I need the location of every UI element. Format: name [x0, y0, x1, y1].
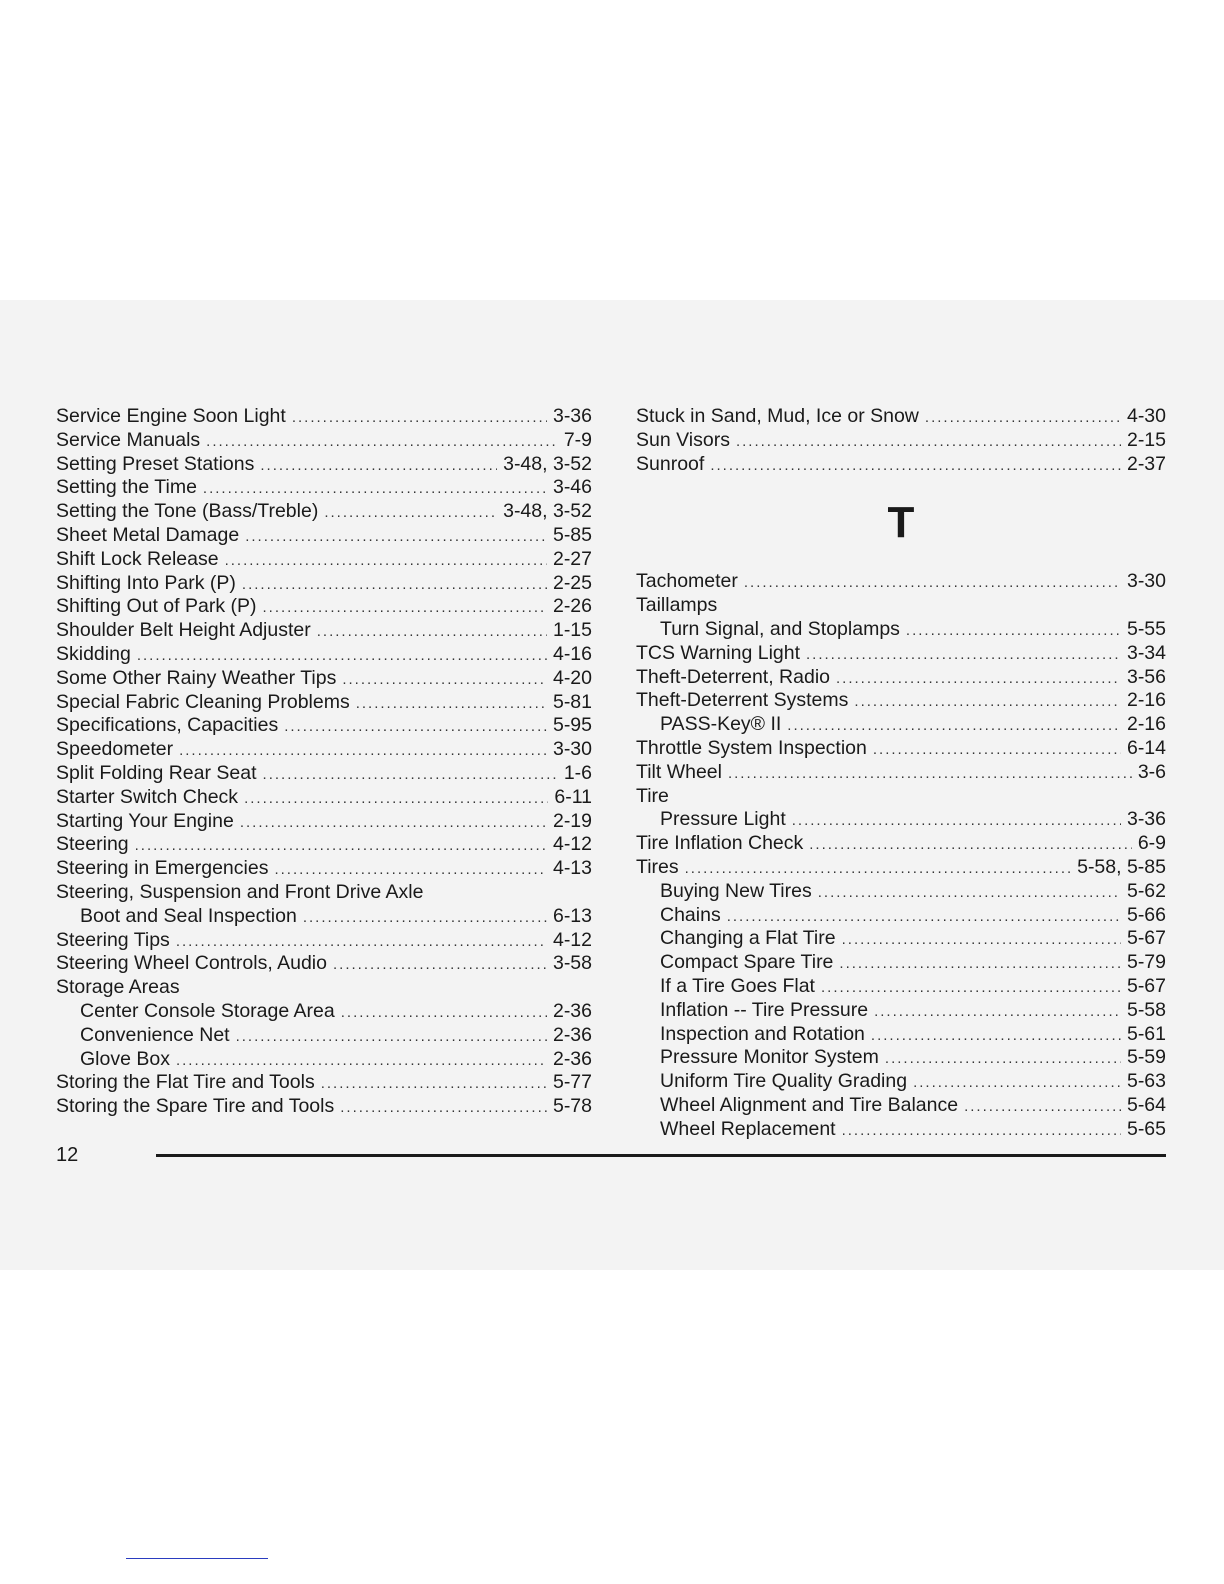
dot-leader — [964, 1095, 1121, 1119]
dot-leader — [873, 738, 1121, 762]
index-heading: Storage Areas — [56, 976, 180, 999]
index-entry — [56, 524, 592, 548]
entry-page-ref: 2-15 — [1126, 428, 1166, 451]
entry-page-ref: 2-37 — [1126, 452, 1166, 475]
entry-label: Skidding — [56, 642, 131, 665]
entry-label: Stuck in Sand, Mud, Ice or Snow — [636, 405, 919, 427]
index-subentry — [636, 713, 1166, 737]
entry-page-ref: 2-36 — [552, 1023, 592, 1046]
dot-leader — [710, 454, 1121, 478]
entry-label: Steering — [56, 833, 129, 856]
dot-leader — [809, 833, 1132, 857]
dot-leader — [225, 549, 547, 573]
entry-label: Shift Lock Release — [56, 547, 219, 570]
index-group-t — [636, 570, 1166, 1141]
entry-label: PASS-Key® II — [660, 713, 782, 736]
index-subentry — [636, 880, 1166, 904]
index-entry — [56, 833, 592, 857]
index-entry — [56, 857, 592, 881]
index-subentry — [636, 904, 1166, 928]
dot-leader — [263, 596, 547, 620]
dot-leader — [260, 454, 497, 478]
entry-page-ref: 4-13 — [552, 857, 592, 880]
index-entry — [636, 453, 1166, 477]
index-subentry — [636, 927, 1166, 951]
entry-label: Steering Wheel Controls, Audio — [56, 952, 327, 975]
entry-page-ref: 5-58, 5-85 — [1077, 855, 1166, 878]
index-entry — [56, 429, 592, 453]
entry-label: Sheet Metal Damage — [56, 523, 240, 546]
entry-label: Theft-Deterrent, Radio — [636, 665, 831, 688]
entry-label: Changing a Flat Tire — [660, 927, 836, 950]
index-subentry — [636, 1094, 1166, 1118]
dot-leader — [236, 1025, 547, 1049]
entry-label: Speedometer — [56, 738, 174, 761]
index-heading: Taillamps — [636, 594, 718, 617]
index-entry — [56, 786, 592, 810]
entry-label: Inflation -- Tire Pressure — [660, 998, 869, 1021]
dot-leader — [263, 763, 558, 787]
dot-leader — [685, 857, 1071, 881]
entry-label: Wheel Replacement — [660, 1117, 836, 1140]
dot-leader — [317, 620, 547, 644]
index-entry — [56, 548, 592, 572]
index-subentry — [636, 1046, 1166, 1070]
index-entry — [56, 714, 592, 738]
entry-page-ref: 5-66 — [1126, 903, 1166, 926]
entry-page-ref: 2-26 — [552, 595, 592, 618]
entry-label: Shifting Into Park (P) — [56, 571, 236, 594]
entry-page-ref: 5-67 — [1126, 927, 1166, 950]
dot-leader — [787, 714, 1121, 738]
entry-page-ref: 5-81 — [552, 690, 592, 713]
entry-label: Compact Spare Tire — [660, 951, 834, 974]
entry-page-ref: 2-36 — [552, 999, 592, 1022]
index-entry — [56, 1071, 592, 1095]
entry-page-ref: 3-48, 3-52 — [503, 452, 592, 475]
entry-label: Boot and Seal Inspection — [80, 904, 297, 927]
index-subentry — [56, 1024, 592, 1048]
dot-leader — [913, 1071, 1121, 1095]
index-entry — [56, 1095, 592, 1119]
index-entry — [56, 762, 592, 786]
entry-label: Chains — [660, 903, 721, 926]
entry-page-ref: 4-12 — [552, 833, 592, 856]
dot-leader — [871, 1024, 1121, 1048]
entry-label: Inspection and Rotation — [660, 1022, 865, 1045]
entry-label: Glove Box — [80, 1047, 170, 1070]
index-entry — [636, 429, 1166, 453]
entry-page-ref: 2-16 — [1126, 713, 1166, 736]
index-entry — [56, 667, 592, 691]
entry-label: Service Manuals — [56, 428, 201, 451]
index-subentry — [636, 808, 1166, 832]
dot-leader — [854, 690, 1121, 714]
index-subentry — [636, 975, 1166, 999]
dot-leader — [176, 1049, 547, 1073]
entry-page-ref: 3-46 — [552, 476, 592, 499]
entry-page-ref: 7-9 — [563, 428, 592, 451]
entry-label: Steering Tips — [56, 928, 170, 951]
index-entry — [636, 689, 1166, 713]
entry-label: Shifting Out of Park (P) — [56, 595, 257, 618]
entry-label: Some Other Rainy Weather Tips — [56, 666, 337, 689]
index-entry — [636, 405, 1166, 429]
index-entry — [56, 738, 592, 762]
index-subentry — [636, 999, 1166, 1023]
index-entry — [636, 856, 1166, 880]
index-entry — [636, 761, 1166, 785]
dot-leader — [203, 477, 547, 501]
dot-leader — [342, 668, 547, 692]
index-subentry — [636, 1023, 1166, 1047]
dot-leader — [736, 430, 1121, 454]
dot-leader — [341, 1001, 547, 1025]
entry-page-ref: 5-65 — [1126, 1117, 1166, 1140]
dot-leader — [728, 762, 1132, 786]
entry-label: Setting the Tone (Bass/Treble) — [56, 500, 319, 523]
index-entry — [636, 737, 1166, 761]
entry-label: Starting Your Engine — [56, 809, 234, 832]
dot-leader — [206, 430, 558, 454]
entry-page-ref: 3-6 — [1137, 760, 1166, 783]
entry-label: Storing the Spare Tire and Tools — [56, 1095, 335, 1118]
dot-leader — [324, 501, 497, 525]
index-entry — [56, 476, 592, 500]
entry-page-ref: 4-12 — [552, 928, 592, 951]
entry-page-ref: 5-77 — [552, 1071, 592, 1094]
entry-page-ref: 5-67 — [1126, 974, 1166, 997]
entry-page-ref: 5-55 — [1126, 617, 1166, 640]
entry-label: Tires — [636, 855, 679, 878]
index-entry — [56, 619, 592, 643]
entry-page-ref: 2-16 — [1126, 689, 1166, 712]
index-subentry — [56, 1048, 592, 1072]
index-subentry — [636, 1118, 1166, 1142]
entry-label: Service Engine Soon Light — [56, 405, 286, 427]
dot-leader — [244, 787, 548, 811]
entry-page-ref: 6-9 — [1137, 832, 1166, 855]
entry-label: Pressure Light — [660, 808, 786, 831]
dot-leader — [303, 906, 547, 930]
index-heading: Tire — [636, 784, 669, 807]
dot-leader — [292, 406, 547, 430]
dot-leader — [242, 573, 547, 597]
entry-label: Uniform Tire Quality Grading — [660, 1070, 908, 1093]
dot-leader — [839, 952, 1121, 976]
entry-page-ref: 5-78 — [552, 1095, 592, 1118]
dot-leader — [885, 1047, 1121, 1071]
entry-page-ref: 5-63 — [1126, 1070, 1166, 1093]
entry-page-ref: 2-25 — [552, 571, 592, 594]
dot-leader — [284, 715, 547, 739]
index-entry — [56, 500, 592, 524]
entry-page-ref: 1-15 — [552, 619, 592, 642]
dot-leader — [356, 692, 547, 716]
link-underline — [126, 1558, 268, 1559]
index-subentry — [636, 951, 1166, 975]
dot-leader — [340, 1096, 547, 1120]
entry-label: Steering in Emergencies — [56, 857, 269, 880]
entry-page-ref: 3-30 — [1126, 570, 1166, 593]
index-entry — [56, 405, 592, 429]
entry-page-ref: 5-64 — [1126, 1093, 1166, 1116]
index-entry — [56, 595, 592, 619]
dot-leader — [842, 1119, 1121, 1143]
dot-leader — [245, 525, 547, 549]
entry-page-ref: 4-20 — [552, 666, 592, 689]
entry-page-ref: 3-56 — [1126, 665, 1166, 688]
entry-label: Center Console Storage Area — [80, 999, 335, 1022]
entry-page-ref: 3-58 — [552, 952, 592, 975]
dot-leader — [240, 811, 547, 835]
entry-page-ref: 2-27 — [552, 547, 592, 570]
index-entry — [636, 570, 1166, 594]
dot-leader — [744, 571, 1121, 595]
entry-label: Sunroof — [636, 452, 705, 475]
entry-label: Buying New Tires — [660, 879, 812, 902]
entry-label: Starter Switch Check — [56, 785, 239, 808]
page-footer — [56, 1144, 1166, 1167]
entry-page-ref: 4-30 — [1126, 405, 1166, 427]
entry-label: Wheel Alignment and Tire Balance — [660, 1093, 959, 1116]
entry-page-ref: 2-19 — [552, 809, 592, 832]
index-entry — [56, 929, 592, 953]
dot-leader — [333, 953, 547, 977]
entry-label: Tilt Wheel — [636, 760, 722, 783]
index-entry — [56, 810, 592, 834]
dot-leader — [176, 930, 547, 954]
dot-leader — [821, 976, 1121, 1000]
index-entry — [56, 453, 592, 477]
entry-page-ref: 1-6 — [563, 761, 592, 784]
dot-leader — [925, 406, 1121, 430]
entry-page-ref: 5-61 — [1126, 1022, 1166, 1045]
dot-leader — [906, 619, 1121, 643]
entry-page-ref: 3-48, 3-52 — [503, 500, 592, 523]
entry-page-ref: 2-36 — [552, 1047, 592, 1070]
entry-page-ref: 6-14 — [1126, 736, 1166, 759]
entry-page-ref: 6-13 — [552, 904, 592, 927]
index-entry — [636, 642, 1166, 666]
entry-label: Sun Visors — [636, 428, 730, 451]
index-entry — [56, 643, 592, 667]
dot-leader — [137, 644, 547, 668]
dot-leader — [792, 809, 1121, 833]
entry-page-ref: 5-85 — [552, 523, 592, 546]
dot-leader — [806, 643, 1121, 667]
entry-page-ref: 3-36 — [1126, 808, 1166, 831]
index-entry — [636, 832, 1166, 856]
entry-page-ref: 5-58 — [1126, 998, 1166, 1021]
page-number: 12 — [56, 1144, 79, 1166]
entry-label: Turn Signal, and Stoplamps — [660, 617, 900, 640]
entry-page-ref: 3-30 — [552, 738, 592, 761]
entry-label: Storing the Flat Tire and Tools — [56, 1071, 315, 1094]
entry-label: Special Fabric Cleaning Problems — [56, 690, 350, 713]
entry-label: Setting the Time — [56, 476, 197, 499]
entry-label: Theft-Deterrent Systems — [636, 689, 849, 712]
dot-leader — [179, 739, 547, 763]
entry-label: Convenience Net — [80, 1023, 230, 1046]
entry-label: Setting Preset Stations — [56, 452, 255, 475]
entry-label: Pressure Monitor System — [660, 1046, 879, 1069]
entry-page-ref: 3-36 — [552, 405, 592, 427]
entry-label: Shoulder Belt Height Adjuster — [56, 619, 311, 642]
dot-leader — [727, 905, 1121, 929]
entry-label: TCS Warning Light — [636, 641, 801, 664]
entry-label: Throttle System Inspection — [636, 736, 867, 759]
entry-page-ref: 3-34 — [1126, 641, 1166, 664]
footer-rule — [156, 1154, 1166, 1157]
index-column-left — [56, 405, 592, 1119]
entry-page-ref: 6-11 — [554, 785, 592, 808]
dot-leader — [874, 1000, 1121, 1024]
dot-leader — [836, 667, 1121, 691]
index-entry — [636, 666, 1166, 690]
entry-page-ref: 5-79 — [1126, 951, 1166, 974]
index-group-s-continued — [636, 405, 1166, 476]
index-subentry — [636, 618, 1166, 642]
section-letter-heading: T — [887, 498, 915, 548]
dot-leader — [842, 928, 1121, 952]
index-entry — [56, 691, 592, 715]
entry-page-ref: 4-16 — [552, 642, 592, 665]
index-heading: Steering, Suspension and Front Drive Axle — [56, 880, 424, 903]
entry-label: Tire Inflation Check — [636, 832, 804, 855]
index-entry — [56, 572, 592, 596]
index-subentry — [636, 1070, 1166, 1094]
dot-leader — [274, 858, 547, 882]
index-column-right — [636, 405, 1166, 1142]
entry-label: Specifications, Capacities — [56, 714, 279, 737]
dot-leader — [135, 834, 547, 858]
entry-label: Split Folding Rear Seat — [56, 761, 257, 784]
entry-page-ref: 5-62 — [1126, 879, 1166, 902]
dot-leader — [321, 1072, 547, 1096]
dot-leader — [818, 881, 1121, 905]
index-entry — [56, 952, 592, 976]
entry-page-ref: 5-59 — [1126, 1046, 1166, 1069]
index-subentry — [56, 905, 592, 929]
index-subentry — [56, 1000, 592, 1024]
entry-label: If a Tire Goes Flat — [660, 974, 815, 997]
entry-page-ref: 5-95 — [552, 714, 592, 737]
entry-label: Tachometer — [636, 570, 738, 593]
